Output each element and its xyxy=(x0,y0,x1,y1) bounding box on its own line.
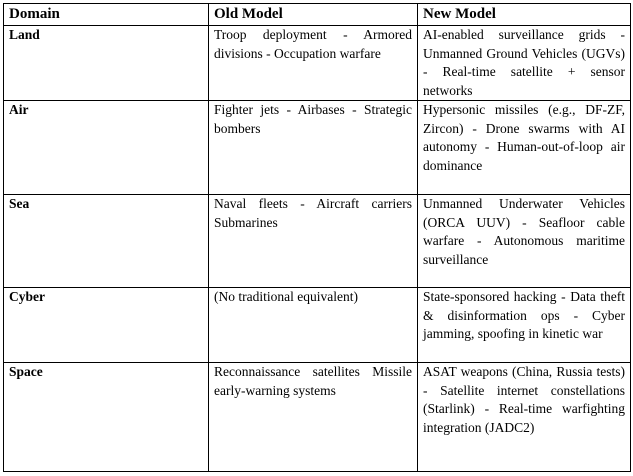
domain-cell: Sea xyxy=(4,195,209,288)
new-model-cell: Hypersonic missiles (e.g., DF-ZF, Zircon) - Drone swarms with AI autonomy - Human-out-of-loop air dominance xyxy=(418,101,631,195)
new-model-cell: ASAT weapons (China, Russia tests) - Satellite internet constellations (Starlink) - Real-time warfighting integration (JADC2) xyxy=(418,363,631,472)
table-row xyxy=(4,363,631,472)
old-model-cell: Reconnaissance satellites Missile early-warning systems xyxy=(209,363,418,472)
table-row xyxy=(4,195,631,288)
header-new-model: New Model xyxy=(418,4,631,26)
table-row xyxy=(4,101,631,195)
header-domain: Domain xyxy=(4,4,209,26)
table-row xyxy=(4,26,631,101)
domain-cell: Space xyxy=(4,363,209,472)
old-model-cell: (No traditional equivalent) xyxy=(209,288,418,363)
new-model-cell: State-sponsored hacking - Data theft & disinformation ops - Cyber jamming, spoofing in kinetic war xyxy=(418,288,631,363)
old-model-cell: Troop deployment - Armored divisions - Occupation warfare xyxy=(209,26,418,101)
table-row xyxy=(4,288,631,363)
header-old-model: Old Model xyxy=(209,4,418,26)
table-header-row xyxy=(4,4,631,26)
domain-cell: Cyber xyxy=(4,288,209,363)
old-model-cell: Naval fleets - Aircraft carriers Submarines xyxy=(209,195,418,288)
old-model-cell: Fighter jets - Airbases - Strategic bombers xyxy=(209,101,418,195)
domain-cell: Land xyxy=(4,26,209,101)
new-model-cell: AI-enabled surveillance grids - Unmanned Ground Vehicles (UGVs) - Real-time satellite + sensor networks xyxy=(418,26,631,101)
domain-cell: Air xyxy=(4,101,209,195)
new-model-cell: Unmanned Underwater Vehicles (ORCA UUV) - Seafloor cable warfare - Autonomous maritime surveillance xyxy=(418,195,631,288)
domain-comparison-table xyxy=(3,3,631,472)
